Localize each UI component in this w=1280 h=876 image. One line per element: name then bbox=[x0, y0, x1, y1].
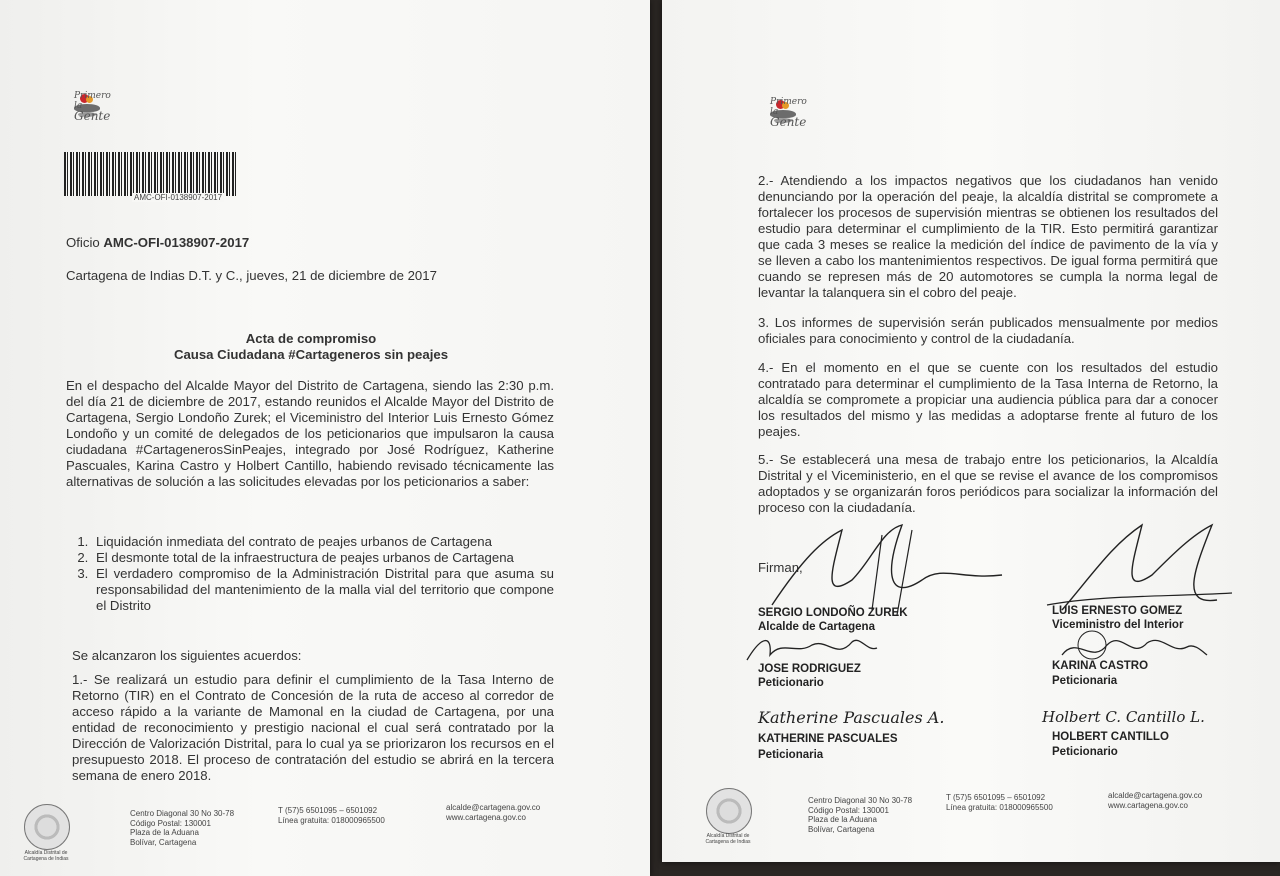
barcode-label: AMC-OFI-0138907-2017 bbox=[134, 193, 223, 202]
logo-line1: Primero la bbox=[74, 91, 111, 111]
signer-role-katherine: Peticionaria bbox=[758, 749, 824, 761]
barcode bbox=[64, 152, 236, 196]
signer-name-karina: KARINA CASTRO bbox=[1052, 660, 1149, 672]
signer-role-luis: Viceministro del Interior bbox=[1052, 619, 1184, 631]
signer-role-karina: Peticionaria bbox=[1052, 675, 1118, 687]
footer-phones: T (57)5 6501095 – 6501092 Línea gratuita: 018000965500 bbox=[278, 806, 385, 825]
footer-address: Centro Diagonal 30 No 30-78 Código Postal: 130001 Plaza de la Aduana Bolívar, Cartagena bbox=[808, 796, 913, 834]
handwritten-signature-holbert: Holbert C. Cantillo L. bbox=[1042, 708, 1205, 726]
document-title: Acta de compromiso bbox=[245, 331, 377, 346]
signer-role-holbert: Peticionario bbox=[1052, 746, 1118, 758]
footer-web: alcalde@cartagena.gov.co www.cartagena.gov.co bbox=[1108, 791, 1203, 810]
intro-paragraph: En el despacho del Alcalde Mayor del Distrito de Cartagena, siendo las 2:30 p.m. del día 21 de diciembre de 2017, estando reunidos el Alcalde Mayor del Distrito de Cartagena, Sergio Londoño Zurek; el Viceministro del Interior Luis Ernesto Gómez Londoño y un comité de delegados de los peticionarios que impulsaron la causa ciudadana #CartagenerosSinPeajes, integrado por José Rodríguez, Katherine Pascuales, Karina Castro y Holbert Cantillo, habiendo revisado técnicamente las alternativas de solución a las solicitudes elevadas por los peticionarios a saber: bbox=[66, 378, 554, 489]
signer-name-holbert: HOLBERT CANTILLO bbox=[1052, 731, 1169, 743]
oficio-code: AMC-OFI-0138907-2017 bbox=[103, 235, 250, 250]
signer-role-jose: Peticionario bbox=[758, 677, 824, 689]
agreement-point-3: 3. Los informes de supervisión serán publicados mensualmente por medios oficiales para conocimiento y control de la ciudadanía. bbox=[758, 315, 1218, 346]
signer-name-luis: LUIS ERNESTO GOMEZ bbox=[1052, 605, 1183, 617]
agreements-heading: Se alcanzaron los siguientes acuerdos: bbox=[72, 648, 302, 663]
oficio-line bbox=[66, 235, 249, 251]
alcaldia-seal-icon bbox=[706, 788, 752, 834]
logo-line2: Gente bbox=[74, 109, 111, 123]
document-subtitle: Causa Ciudadana #Cartageneros sin peajes bbox=[173, 347, 449, 362]
agreement-point-5: 5.- Se establecerá una mesa de trabajo entre los peticionarios, la Alcaldía Distrital y el Viceministerio, en el que se revise el avance de los compromisos adoptados y se organizarán foros periódicos para socializar la información del proceso con la ciudadanía. bbox=[758, 452, 1218, 515]
agreement-point-4: 4.- En el momento en el que se cuente con los resultados del estudio contratado para determinar el cumplimiento de la Tasa Interna de Retorno, la alcaldía se compromete a propiciar una audiencia pública para dar a conocer los resultados del mismo y las medidas a adoptarse frente al futuro de los peajes. bbox=[758, 360, 1218, 439]
logo-line1: Primero la bbox=[770, 97, 807, 117]
alcaldia-seal-icon bbox=[24, 804, 70, 850]
primero-la-gente-logo bbox=[72, 91, 111, 123]
seal-label: Alcaldía Distrital de Cartagena de Indias bbox=[705, 833, 751, 845]
signer-name-sergio: SERGIO LONDOÑO ZUREK bbox=[758, 607, 908, 619]
firman-label: Firman, bbox=[758, 560, 803, 575]
logo-line2: Gente bbox=[770, 115, 807, 129]
oficio-prefix: Oficio bbox=[66, 235, 104, 250]
signer-role-sergio: Alcalde de Cartagena bbox=[758, 621, 875, 633]
requests-list bbox=[66, 534, 554, 614]
footer-web: alcalde@cartagena.gov.co www.cartagena.gov.co bbox=[446, 803, 541, 822]
footer-phones: T (57)5 6501095 – 6501092 Línea gratuita: 018000965500 bbox=[946, 793, 1053, 812]
signer-name-jose: JOSE RODRIGUEZ bbox=[758, 663, 861, 675]
handwritten-signature-katherine: Katherine Pascuales A. bbox=[758, 708, 945, 727]
primero-la-gente-logo bbox=[768, 97, 807, 129]
request-item: 1. Liquidación inmediata del contrato de peajes urbanos de Cartagena bbox=[92, 534, 554, 550]
request-item: 3. El verdadero compromiso de la Administración Distrital para que asuma su responsabilidad del mantenimiento de la malla vial del territorio que compone el Distrito bbox=[92, 566, 554, 614]
seal-label: Alcaldía Distrital de Cartagena de Indias bbox=[23, 850, 69, 862]
date-line: Cartagena de Indias D.T. y C., jueves, 21 de diciembre de 2017 bbox=[66, 268, 437, 283]
signer-name-katherine: KATHERINE PASCUALES bbox=[758, 733, 898, 745]
agreement-point-2: 2.- Atendiendo a los impactos negativos que los ciudadanos han venido denunciando por la operación del peaje, la alcaldía distrital se compromete a fortalecer los procesos de supervisión mientras se obtienen los resultados del estudio para determinar el cumplimiento de la TIR. Esto permitirá garantizar que cada 3 meses se realice la medición del índice de pavimento de la vía y se lleven a cabo los mantenimientos respectivos. De igual forma permitirá que cuando se represen más de 20 automotores se cumpla la norma legal de levantar la talanquera sin el cobro del peaje. bbox=[758, 173, 1218, 300]
request-item: 2. El desmonte total de la infraestructura de peajes urbanos de Cartagena bbox=[92, 550, 554, 566]
agreement-point-1: 1.- Se realizará un estudio para definir el cumplimiento de la Tasa Interno de Retorno (TIR) en el Contrato de Concesión de la ruta de acceso al corredor de acceso rápido a la variante de Mamonal en la ciudad de Cartagena, por una entidad de reconocimiento y prestigio nacional el cual será contratado por la Dirección de Valorización Distrital, para lo cual ya se priorizaron los recursos en el presupuesto 2018. El proceso de contratación del estudio se abrirá en la tercera semana de enero 2018. bbox=[72, 672, 554, 783]
document-page-right bbox=[662, 0, 1280, 862]
footer-address: Centro Diagonal 30 No 30-78 Código Postal: 130001 Plaza de la Aduana Bolívar, Cartagena bbox=[130, 809, 235, 847]
